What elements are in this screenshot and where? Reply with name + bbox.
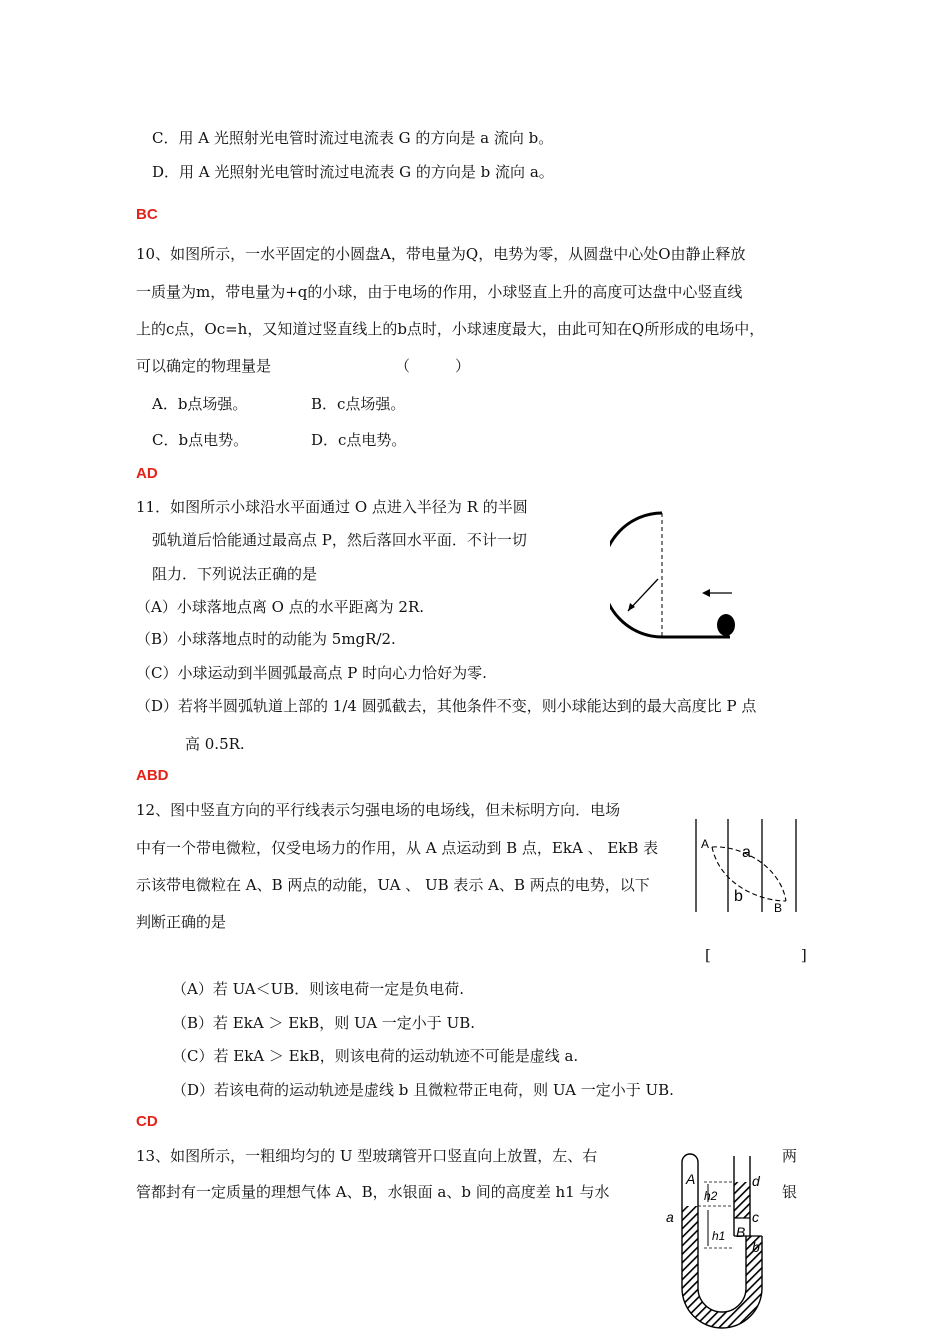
q9-option-d: D．用 A 光照射光电管时流过电流表 G 的方向是 b 流向 a。 xyxy=(152,163,554,181)
electric-field-figure xyxy=(690,815,805,915)
q10-answer-paren: （ ） xyxy=(395,357,471,375)
q10-line-2: 一质量为m，带电量为+q的小球，由于电场的作用，小球竖直上升的高度可达盘中心竖直线 xyxy=(136,283,743,301)
q10-option-b: B．c点场强。 xyxy=(311,395,406,413)
q12-answer: CD xyxy=(136,1113,158,1130)
ball xyxy=(717,614,735,636)
q12-option-a: （A）若 UA＜UB．则该电荷一定是负电荷. xyxy=(172,980,465,998)
q12-line-4: 判断正确的是 xyxy=(136,913,227,931)
q11-option-d-line-2: 高 0.5R. xyxy=(185,735,245,753)
q9-option-c: C．用 A 光照射光电管时流过电流表 G 的方向是 a 流向 b。 xyxy=(152,129,554,147)
q11-line-1: 11．如图所示小球沿水平面通过 O 点进入半径为 R 的半圆 xyxy=(136,498,528,516)
surface-a-label: a xyxy=(666,1209,674,1225)
q12-line-2: 中有一个带电微粒，仅受电场力的作用，从 A 点运动到 B 点，EkA 、 EkB 表 xyxy=(136,839,659,857)
q12-answer-bracket: [ ] xyxy=(705,946,807,964)
q13-line-1: 13、如图所示，一粗细均匀的 U 型玻璃管开口竖直向上放置，左、右 xyxy=(136,1147,598,1165)
q10-line-1: 10、如图所示，一水平固定的小圆盘A，带电量为Q，电势为零，从圆盘中心处O由静止释放 xyxy=(136,245,746,263)
q12-line-1: 12、图中竖直方向的平行线表示匀强电场的电场线，但未标明方向．电场 xyxy=(136,801,621,819)
q11-line-2: 弧轨道后恰能通过最高点 P，然后落回水平面．不计一切 xyxy=(152,531,527,549)
curve-a-label: a xyxy=(742,844,751,861)
q11-option-b: （B）小球落地点时的动能为 5mgR/2. xyxy=(136,630,396,648)
velocity-arrowhead-icon xyxy=(702,589,710,597)
curve-b-label: b xyxy=(734,888,743,905)
gas-b-label: B xyxy=(736,1224,746,1240)
q11-option-a: （A）小球落地点离 O 点的水平距离为 2R. xyxy=(136,598,425,616)
q10-option-d: D．c点电势。 xyxy=(311,431,407,449)
q12-option-c: （C）若 EkA ＞ EkB，则该电荷的运动轨迹不可能是虚线 a. xyxy=(172,1047,579,1065)
h2-label: h2 xyxy=(704,1189,718,1203)
semicircle-track-figure xyxy=(610,505,750,650)
q12-option-b: （B）若 EkA ＞ EkB，则 UA 一定小于 UB. xyxy=(172,1014,476,1032)
q11-line-3: 阻力．下列说法正确的是 xyxy=(152,565,318,583)
surface-d-label: d xyxy=(752,1173,760,1189)
q10-option-a: A．b点场强。 xyxy=(152,395,248,413)
q10-answer: AD xyxy=(136,465,158,482)
q12-line-3: 示该带电微粒在 A、B 两点的动能，UA 、 UB 表示 A、B 两点的电势，以下 xyxy=(136,876,650,894)
q11-option-c: （C）小球运动到半圆弧最高点 P 时向心力恰好为零. xyxy=(136,664,487,682)
q10-option-c: C．b点电势。 xyxy=(152,431,249,449)
q13-line-2-tail: 银 xyxy=(782,1183,798,1201)
q9-answer: BC xyxy=(136,206,158,223)
point-a-label: A xyxy=(701,837,710,851)
q10-line-3: 上的c点，Oc=h，又知道过竖直线上的b点时，小球速度最大，由此可知在Q所形成的电场中， xyxy=(136,320,765,338)
q10-line-4: 可以确定的物理量是 xyxy=(136,357,272,375)
q12-option-d: （D）若该电荷的运动轨迹是虚线 b 且微粒带正电荷，则 UA 一定小于 UB. xyxy=(172,1081,674,1099)
u-tube-figure xyxy=(660,1148,775,1344)
q11-option-d-line-1: （D）若将半圆弧轨道上部的 1/4 圆弧截去，其他条件不变，则小球能达到的最大高度比 P 点 xyxy=(136,697,757,715)
h1-label: h1 xyxy=(712,1229,726,1243)
gas-a-label: A xyxy=(686,1171,696,1187)
surface-b-label: b xyxy=(752,1239,760,1255)
q13-line-1-tail: 两 xyxy=(782,1147,798,1165)
point-b-label: B xyxy=(774,901,783,915)
semicircle-track xyxy=(610,513,662,637)
mercury-top-plug xyxy=(734,1182,750,1218)
q13-line-2: 管都封有一定质量的理想气体 A、B，水银面 a、b 间的高度差 h1 与水 xyxy=(136,1183,610,1201)
q11-answer: ABD xyxy=(136,767,169,784)
surface-c-label: c xyxy=(752,1209,759,1225)
